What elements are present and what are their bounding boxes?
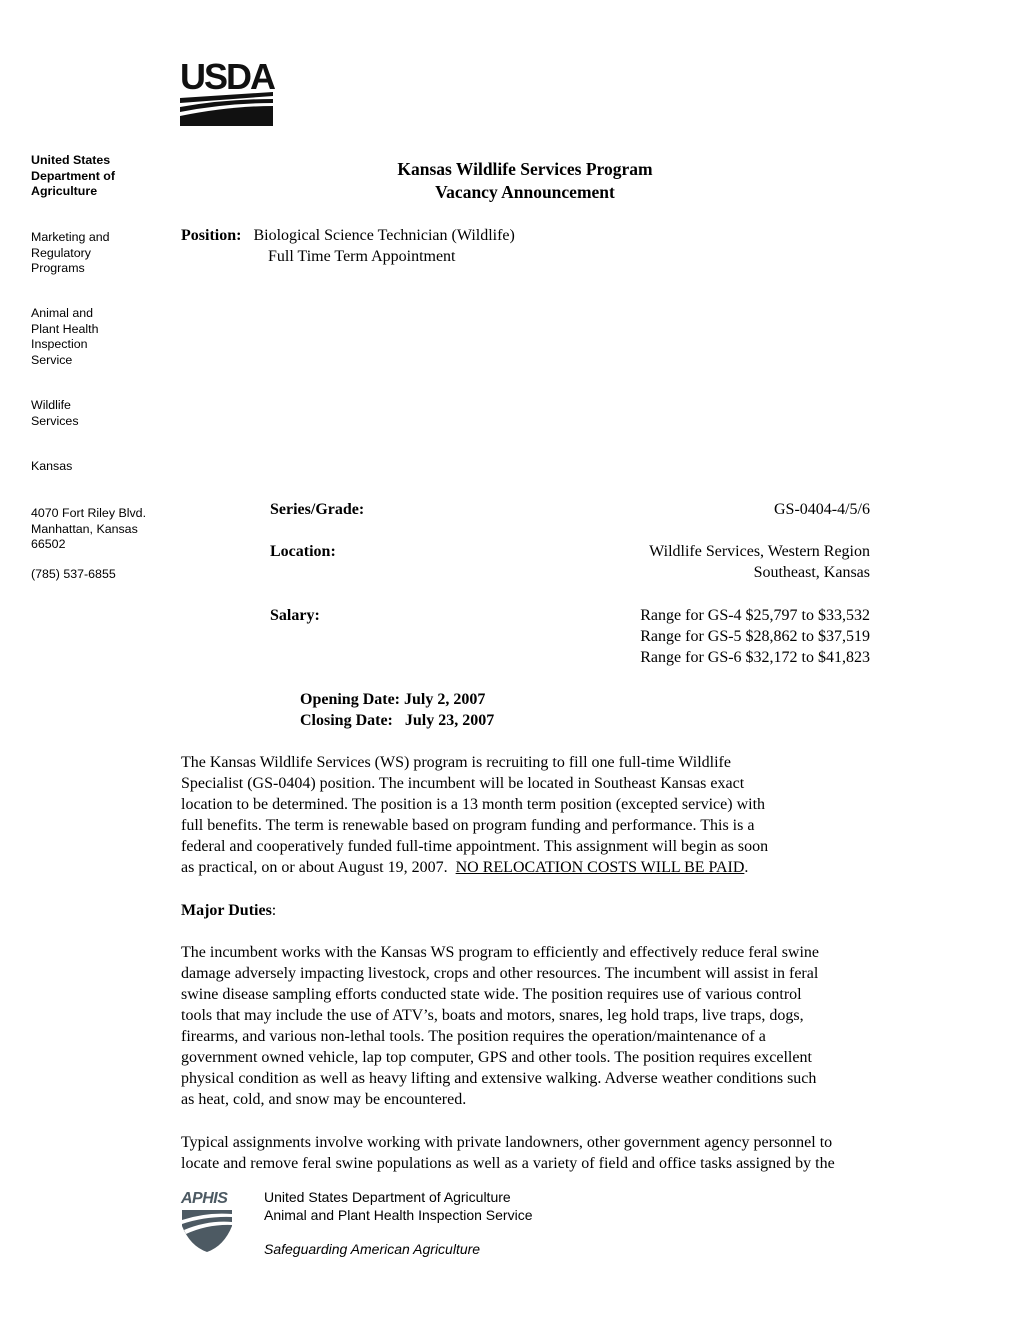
salary-line: Range for GS-6 $32,172 to $41,823: [640, 649, 870, 666]
intro-line: The Kansas Wildlife Services (WS) program is recruiting to fill one full-time Wildlife: [181, 754, 731, 771]
salary-line: Range for GS-5 $28,862 to $37,519: [640, 628, 870, 645]
sidebar-program-line: Services: [31, 413, 79, 428]
sidebar-state-text: Kansas: [31, 459, 73, 473]
aphis-logo-label: [181, 1190, 227, 1207]
position-title: Biological Science Technician (Wildlife): [253, 227, 515, 244]
sidebar-org-line: Agriculture: [31, 184, 98, 198]
sidebar-agency-line: Inspection: [31, 337, 88, 351]
location-line: Wildlife Services, Western Region: [649, 543, 870, 560]
duties-line: Typical assignments involve working with private landowners, other government agency personnel to: [181, 1134, 833, 1151]
sidebar-address-line: 66502: [31, 537, 66, 551]
duties-heading-colon: :: [271, 902, 277, 919]
sidebar-address-line: Manhattan, Kansas: [31, 521, 138, 536]
sidebar-agency-line: Service: [31, 352, 73, 367]
intro-line: federal and cooperatively funded full-time appointment. This assignment will begin as soon: [181, 838, 769, 855]
series-label: Series/Grade:: [270, 501, 365, 518]
salary-line: Range for GS-4 $25,797 to $33,532: [640, 607, 870, 624]
closing-date: Closing Date: July 23, 2007: [300, 712, 495, 729]
duties-line: as heat, cold, and snow may be encountered.: [181, 1091, 467, 1108]
intro-line: [181, 857, 768, 878]
sidebar-address: [31, 506, 146, 553]
sidebar-phone: [31, 567, 116, 583]
intro-paragraph: [181, 752, 768, 878]
footer-agency: Animal and Plant Health Inspection Service: [264, 1207, 533, 1223]
sidebar-agency: [31, 306, 99, 368]
intro-last-prefix: as practical, on or about August 19, 2007.: [181, 859, 456, 876]
intro-line: Specialist (GS-0404) position. The incumbent will be located in Southeast Kansas exact: [181, 775, 745, 792]
intro-line: full benefits. The term is renewable based on program funding and performance. This is a: [181, 817, 755, 834]
duties-line: locate and remove feral swine populations as well as a variety of field and office tasks assigned by the: [181, 1155, 835, 1172]
duties-line: government owned vehicle, lap top computer, GPS and other tools. The position requires excellent: [181, 1049, 812, 1066]
duties-paragraph-2: [181, 1132, 835, 1174]
sidebar-mission-line: Marketing and: [31, 230, 110, 244]
duties-heading: [181, 900, 276, 921]
duties-paragraph-1: [181, 942, 819, 1110]
position-label: Position:: [181, 227, 242, 244]
duties-line: physical condition as well as heavy lifting and extensive walking. Adverse weather conditions such: [181, 1070, 817, 1087]
footer-tagline: Safeguarding American Agriculture: [264, 1241, 481, 1257]
position-row: [181, 225, 515, 246]
sidebar-mission-line: Regulatory: [31, 245, 91, 260]
salary-label: Salary:: [270, 607, 320, 624]
sidebar-org-line: Department of: [31, 168, 115, 183]
duties-line: swine disease sampling efforts conducted state wide. The position requires use of various control: [181, 986, 802, 1003]
sidebar-mission-area: [31, 230, 110, 277]
sidebar-address-line: 4070 Fort Riley Blvd.: [31, 506, 147, 520]
page-title: Kansas Wildlife Services Program: [397, 159, 653, 179]
sidebar-state: [31, 459, 72, 475]
duties-line: The incumbent works with the Kansas WS program to efficiently and effectively reduce feral swine: [181, 944, 820, 961]
sidebar-org: [31, 153, 115, 200]
sidebar-mission-line: Programs: [31, 261, 85, 275]
sidebar-org-line: United States: [31, 153, 111, 167]
duties-heading-text: Major Duties: [181, 902, 272, 919]
duties-line: tools that may include the use of ATV’s, boats and motors, snares, leg hold traps, live traps, dogs,: [181, 1007, 804, 1024]
usda-logo: [180, 58, 276, 128]
sidebar-agency-line: Animal and: [31, 306, 93, 320]
location-line: Southeast, Kansas: [753, 564, 870, 581]
usda-logo-text: USDA: [180, 58, 275, 97]
sidebar-agency-line: Plant Health: [31, 321, 99, 336]
sidebar-program: [31, 398, 79, 429]
sidebar-phone-text: (785) 537-6855: [31, 567, 116, 581]
intro-last-suffix: .: [744, 859, 749, 876]
position-appointment: Full Time Term Appointment: [268, 248, 456, 265]
aphis-logo-word: APHIS: [181, 1190, 228, 1207]
location-label: Location:: [270, 543, 336, 560]
sidebar-program-line: Wildlife: [31, 398, 71, 412]
duties-line: firearms, and various non-lethal tools. The position requires the operation/maintenance of a: [181, 1028, 766, 1045]
intro-line: location to be determined. The position is a 13 month term position (excepted service) with: [181, 796, 766, 813]
opening-date: Opening Date: July 2, 2007: [300, 691, 486, 708]
relocation-notice: NO RELOCATION COSTS WILL BE PAID: [455, 859, 745, 876]
page-subtitle: Vacancy Announcement: [435, 182, 615, 202]
duties-line: damage adversely impacting livestock, crops and other resources. The incumbent will assist in feral: [181, 965, 819, 982]
series-value: GS-0404-4/5/6: [774, 501, 870, 518]
footer-department: United States Department of Agriculture: [264, 1189, 511, 1205]
